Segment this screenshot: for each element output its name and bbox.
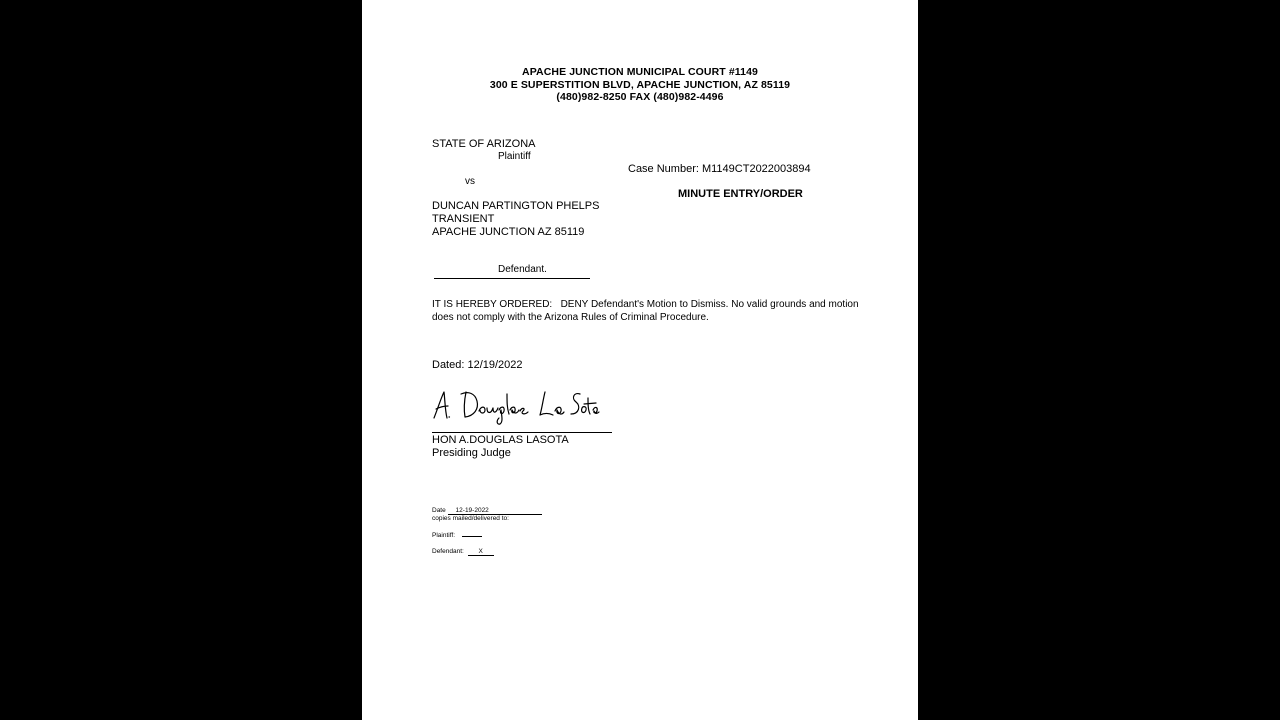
defendant-label: Defendant. bbox=[498, 264, 547, 275]
order-paragraph bbox=[432, 299, 862, 324]
court-phone-fax: (480)982-8250 FAX (480)982-4496 bbox=[556, 91, 724, 103]
judge-signature bbox=[430, 384, 600, 426]
distribution-defendant-mark: X bbox=[468, 548, 494, 556]
dated-line: Dated: 12/19/2022 bbox=[432, 359, 523, 371]
court-address: 300 E SUPERSTITION BLVD, APACHE JUNCTION, AZ 85119 bbox=[489, 79, 791, 91]
document-page bbox=[362, 0, 918, 720]
versus-label: vs bbox=[465, 176, 475, 187]
distribution-defendant-label: Defendant: bbox=[432, 548, 464, 555]
plaintiff-name: STATE OF ARIZONA bbox=[432, 138, 536, 150]
judge-title: Presiding Judge bbox=[432, 447, 511, 459]
distribution-plaintiff bbox=[432, 532, 482, 539]
defendant-signature-line bbox=[434, 278, 590, 279]
distribution-copies-label: copies mailed/delivered to: bbox=[432, 515, 509, 522]
judge-name: HON A.DOUGLAS LASOTA bbox=[432, 434, 569, 446]
document-title: MINUTE ENTRY/ORDER bbox=[678, 188, 803, 200]
defendant-address-line-2: APACHE JUNCTION AZ 85119 bbox=[432, 226, 585, 238]
order-lead: IT IS HEREBY ORDERED: bbox=[432, 299, 553, 310]
distribution-defendant bbox=[432, 548, 494, 556]
distribution-plaintiff-label: Plaintiff: bbox=[432, 532, 456, 539]
distribution-date-field bbox=[448, 507, 542, 515]
order-body: DENY Defendant's Motion to Dismiss. No valid grounds and motion does not comply with the Arizona Rules of Criminal Procedure. bbox=[432, 299, 859, 323]
defendant-name: DUNCAN PARTINGTON PHELPS bbox=[432, 200, 600, 212]
court-name: APACHE JUNCTION MUNICIPAL COURT #1149 bbox=[522, 66, 758, 78]
distribution-date bbox=[432, 507, 542, 515]
case-number: Case Number: M1149CT2022003894 bbox=[628, 163, 811, 175]
plaintiff-label: Plaintiff bbox=[498, 151, 531, 162]
distribution-date-label: Date bbox=[432, 507, 446, 514]
distribution-plaintiff-mark bbox=[462, 536, 482, 537]
distribution-date-value: 12-19-2022 bbox=[455, 507, 489, 514]
defendant-address-line-1: TRANSIENT bbox=[432, 213, 495, 225]
judge-signature-line bbox=[432, 432, 612, 433]
